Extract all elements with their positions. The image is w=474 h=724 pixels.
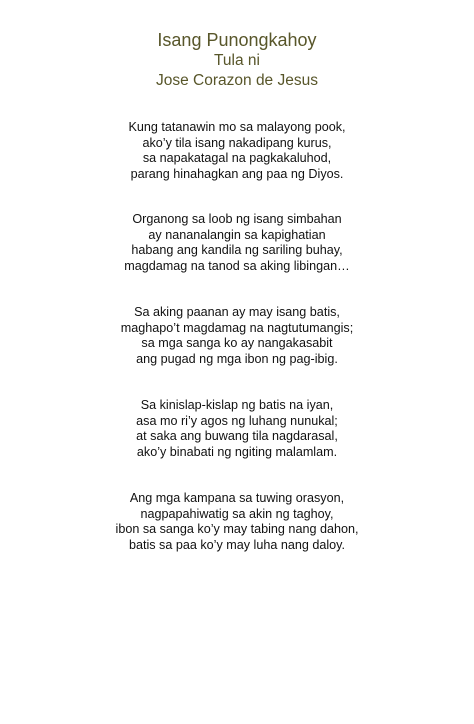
stanza-line: ako’y binabati ng ngiting malamlam. bbox=[136, 444, 338, 459]
stanza-line: ay nananalangin sa kapighatian bbox=[148, 227, 326, 242]
stanza-line: parang hinahagkan ang paa ng Diyos. bbox=[130, 166, 344, 181]
stanza-5 bbox=[0, 491, 474, 553]
stanza-3 bbox=[0, 305, 474, 367]
stanza-line: Sa kinislap-kislap ng batis na iyan, bbox=[140, 398, 334, 412]
stanza-4 bbox=[0, 398, 474, 460]
stanza-line: magdamag na tanod sa aking libingan… bbox=[124, 258, 350, 273]
stanza-line: maghapo’t magdamag na nagtutumangis; bbox=[120, 320, 354, 335]
stanza-2 bbox=[0, 212, 474, 274]
poem-subtitle: Tula ni bbox=[214, 52, 260, 69]
stanza-line: Sa aking paanan ay may isang batis, bbox=[134, 305, 340, 319]
stanza-line: batis sa paa ko’y may luha nang daloy. bbox=[128, 537, 346, 552]
poem-title: Isang Punongkahoy bbox=[157, 30, 317, 50]
stanza-line: habang ang kandila ng sariling buhay, bbox=[131, 243, 343, 258]
stanza-line: sa napakatagal na pagkakaluhod, bbox=[142, 151, 332, 166]
poem-author: Jose Corazon de Jesus bbox=[156, 72, 318, 89]
stanza-line: ang pugad ng mga ibon ng pag-ibig. bbox=[136, 351, 338, 366]
stanza-line: Organong sa loob ng isang simbahan bbox=[132, 212, 342, 226]
stanza-line: Kung tatanawin mo sa malayong pook, bbox=[128, 120, 346, 134]
stanza-line: at saka ang buwang tila nagdarasal, bbox=[136, 429, 338, 444]
stanza-line: sa mga sanga ko ay nangakasabit bbox=[141, 336, 333, 351]
stanza-1 bbox=[0, 120, 474, 182]
stanza-line: ibon sa sanga ko’y may tabing nang dahon, bbox=[115, 522, 359, 537]
title-block bbox=[0, 30, 474, 90]
stanza-line: ako’y tila isang nakadipang kurus, bbox=[142, 135, 332, 150]
stanza-line: asa mo ri’y agos ng luhang nunukal; bbox=[136, 413, 338, 428]
stanza-line: nagpapahiwatig sa akin ng taghoy, bbox=[140, 506, 334, 521]
stanza-line: Ang mga kampana sa tuwing orasyon, bbox=[129, 491, 345, 505]
